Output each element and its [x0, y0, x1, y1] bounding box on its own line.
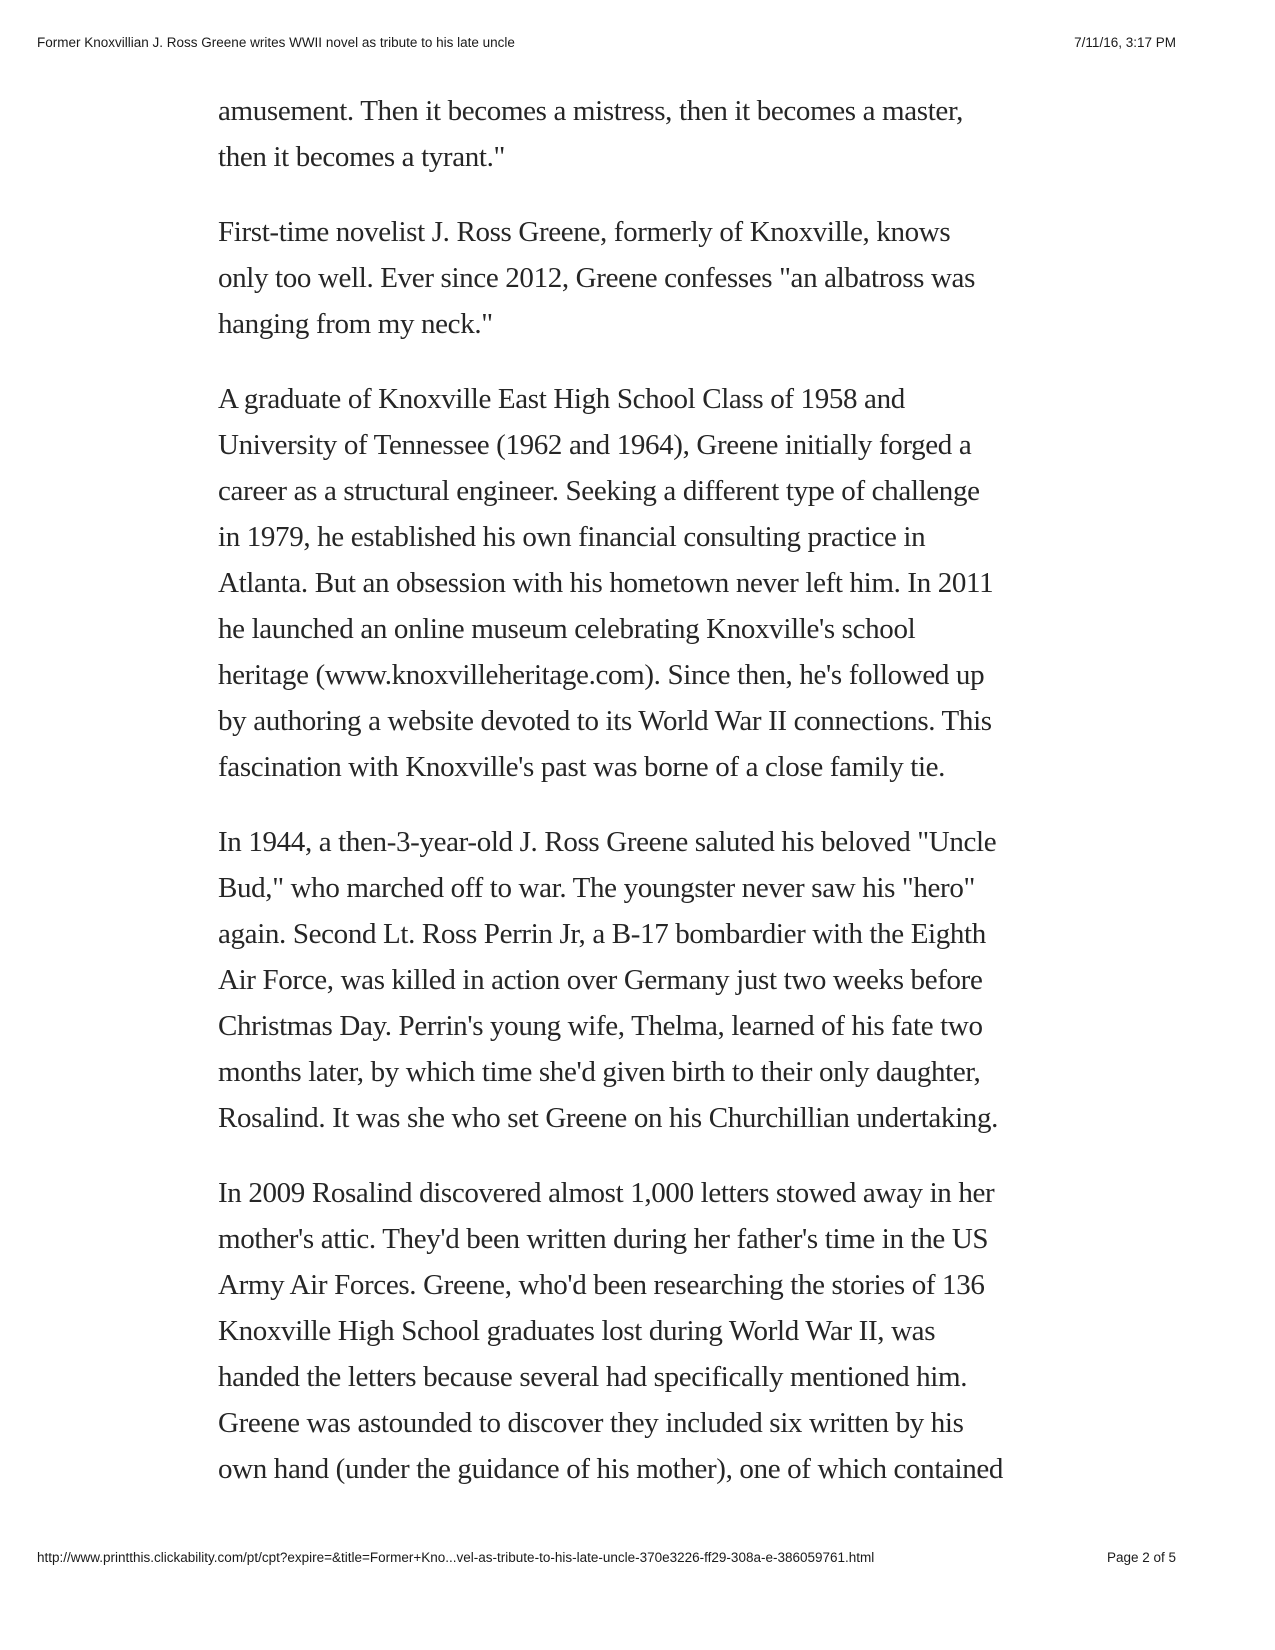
text-line: First-time novelist J. Ross Greene, formerly of Knoxville, knows [218, 216, 951, 248]
text-line: by authoring a website devoted to its World War II connections. This [218, 705, 992, 737]
source-url: http://www.printthis.clickability.com/pt/cpt?expire=&title=Former+Kno...vel-as-tribute-to-his-late-uncle-370e3226-ff29-308a-e-386059761.html [37, 1550, 875, 1565]
text-line: Army Air Forces. Greene, who'd been researching the stories of 136 [218, 1269, 985, 1301]
text-line: University of Tennessee (1962 and 1964), Greene initially forged a [218, 429, 972, 461]
text-line: then it becomes a tyrant." [218, 141, 506, 173]
paragraph [218, 209, 1078, 347]
text-line: Christmas Day. Perrin's young wife, Thelma, learned of his fate two [218, 1010, 983, 1042]
text-line: he launched an online museum celebrating Knoxville's school [218, 613, 916, 645]
text-line: again. Second Lt. Ross Perrin Jr, a B-17 bombardier with the Eighth [218, 918, 986, 950]
text-line: fascination with Knoxville's past was borne of a close family tie. [218, 751, 946, 783]
text-line: A graduate of Knoxville East High School Class of 1958 and [218, 383, 905, 415]
text-line: mother's attic. They'd been written during her father's time in the US [218, 1223, 989, 1255]
text-line: Air Force, was killed in action over Germany just two weeks before [218, 964, 983, 996]
paragraph [218, 376, 1078, 790]
text-line: in 1979, he established his own financial consulting practice in [218, 521, 926, 553]
text-line: In 1944, a then-3-year-old J. Ross Greene saluted his beloved "Uncle [218, 826, 997, 858]
paragraph [218, 819, 1078, 1141]
page-number: Page 2 of 5 [1106, 1550, 1176, 1565]
text-line: amusement. Then it becomes a mistress, then it becomes a master, [218, 95, 963, 127]
text-line: hanging from my neck." [218, 308, 493, 340]
text-line: In 2009 Rosalind discovered almost 1,000 letters stowed away in her [218, 1177, 995, 1209]
print-header [0, 35, 1275, 55]
paragraph [218, 1170, 1078, 1492]
print-footer [0, 1550, 1275, 1570]
text-line: Bud," who marched off to war. The youngster never saw his "hero" [218, 872, 976, 904]
text-line: Rosalind. It was she who set Greene on his Churchillian undertaking. [218, 1102, 998, 1134]
text-line: Knoxville High School graduates lost during World War II, was [218, 1315, 936, 1347]
text-line: career as a structural engineer. Seeking a different type of challenge [218, 475, 980, 507]
text-line: only too well. Ever since 2012, Greene confesses "an albatross was [218, 262, 976, 294]
text-line: handed the letters because several had specifically mentioned him. [218, 1361, 968, 1393]
text-line: months later, by which time she'd given birth to their only daughter, [218, 1056, 981, 1088]
text-line: own hand (under the guidance of his mother), one of which contained [218, 1453, 1004, 1485]
print-datetime: 7/11/16, 3:17 PM [1074, 35, 1176, 50]
text-line: Atlanta. But an obsession with his hometown never left him. In 2011 [218, 567, 994, 599]
page-title: Former Knoxvillian J. Ross Greene writes WWII novel as tribute to his late uncle [37, 35, 515, 50]
paragraph [218, 88, 1078, 180]
text-line: Greene was astounded to discover they included six written by his [218, 1407, 964, 1439]
article-body [218, 88, 1078, 1521]
text-line: heritage (www.knoxvilleheritage.com). Since then, he's followed up [218, 659, 985, 691]
